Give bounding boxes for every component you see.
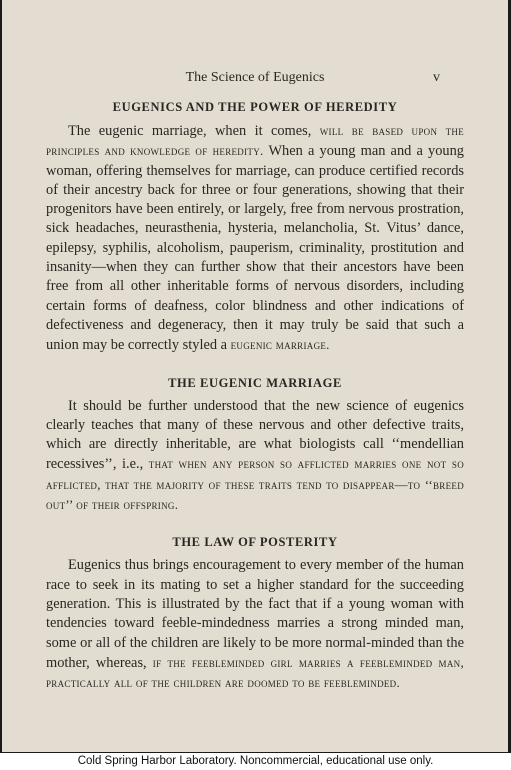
page-number: v <box>433 70 440 85</box>
section-heading-eugenic-marriage: THE EUGENIC MARRIAGE <box>168 375 342 390</box>
section-heading-heredity: EUGENICS AND THE POWER OF HEREDITY <box>112 100 398 114</box>
section-heading-posterity: THE LAW OF POSTERITY <box>172 535 338 550</box>
text-run: When a young man and a young woman, offering themselves for marriage, can produce certified records of their ancestry back for three or four generations, showing that their progenitors have been entirely, or largely, free from nervous prostration, sick headaches, neurasthenia, hysteria, melancholia, St. Vitus’ dance, epilepsy, syphilis, alcoholism, pauperism, criminality, prostitution and insanity—when they can further show that their ancestors have been free from all other inheritable forms of nervous disorders, including certain forms of deafness, color blindness and other indications of defectiveness and degeneracy, then it may truly be said that such a union may be correctly styled a <box>46 143 464 354</box>
running-head <box>46 70 464 90</box>
paragraph-posterity <box>46 556 464 693</box>
small-caps-run: eugenic marriage. <box>230 337 330 353</box>
small-caps-run: that when any person so afflicted marries one not so afflicted, that the majority of these traits tend to disappear—to ‘‘breed out’’ of their offspring. <box>46 456 465 513</box>
text-run: Eugenics thus brings encouragement to every member of the human race to seek in its mating to set a higher standard for the succeeding generation. This is illustrated by the fact that if a young woman with tendencies toward feeble-mindedness marries a strong minded man, some or all of the children are likely to be more normal-minded than the mother, whereas, <box>46 557 464 671</box>
small-caps-run: if the feebleminded girl marries a feebleminded man, practically all of the children are doomed to be feebleminded. <box>46 654 465 691</box>
small-caps-run: will be based upon the principles and knowledge of heredity. <box>46 123 464 159</box>
text-run: The eugenic marriage, when it comes, <box>68 123 320 139</box>
document-page <box>2 0 508 752</box>
paragraph-eugenic-marriage <box>46 397 464 516</box>
text-run: It should be further understood that the new science of eugenics clearly teaches that many of these nervous and other defective traits, which are directly inheritable, are what biologists call ‘‘mendellian recessives’’, i.e., <box>46 397 464 473</box>
paragraph-heredity <box>46 121 464 356</box>
running-title: The Science of Eugenics <box>185 70 325 85</box>
credit-footer: Cold Spring Harbor Laboratory. Noncommercial, educational use only. <box>0 753 511 770</box>
